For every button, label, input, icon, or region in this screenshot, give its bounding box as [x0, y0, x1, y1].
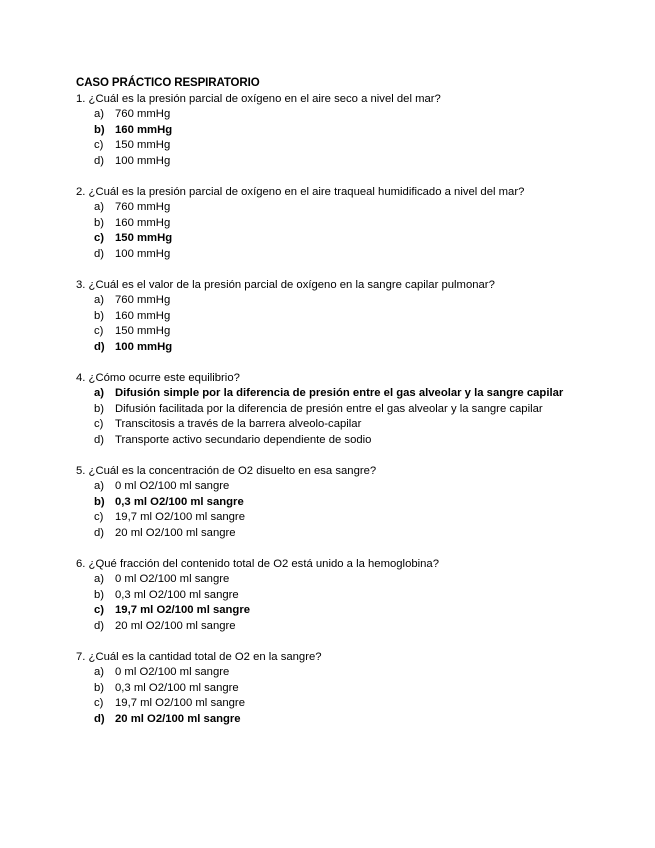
- option-letter: a): [94, 573, 105, 585]
- option: [76, 247, 576, 263]
- option: [76, 588, 576, 604]
- option-letter: a): [94, 387, 105, 399]
- option-text: 0,3 ml O2/100 ml sangre: [115, 495, 244, 508]
- question-text: 4. ¿Cómo ocurre este equilibrio?: [76, 371, 240, 384]
- option: [76, 154, 576, 170]
- option-letter: d): [94, 526, 105, 539]
- correct-option: [76, 340, 576, 356]
- option-letter: b): [94, 309, 105, 322]
- option: [76, 107, 576, 123]
- question-3: [76, 278, 576, 356]
- option: [76, 293, 576, 309]
- document-page: [76, 76, 576, 743]
- option-letter: b): [94, 495, 105, 508]
- question-7: [76, 650, 576, 728]
- option-letter: c): [94, 139, 104, 151]
- option-letter: a): [94, 294, 105, 306]
- question-5: [76, 464, 576, 542]
- option-letter: d): [94, 433, 105, 446]
- option-list: [76, 572, 576, 634]
- option-list: [76, 665, 576, 727]
- option: [76, 479, 576, 495]
- option-text: 160 mmHg: [115, 216, 171, 229]
- option-letter: a): [94, 201, 105, 213]
- option-list: [76, 386, 576, 448]
- option: [76, 572, 576, 588]
- option-letter: c): [94, 325, 104, 337]
- question-6: [76, 557, 576, 635]
- option-text: 0 ml O2/100 ml sangre: [115, 480, 230, 492]
- option-list: [76, 293, 576, 355]
- correct-option: [76, 603, 576, 619]
- option-text: 760 mmHg: [115, 108, 171, 120]
- option-list: [76, 107, 576, 169]
- option: [76, 216, 576, 232]
- option-letter: b): [94, 681, 105, 694]
- option-letter: b): [94, 402, 105, 415]
- option-letter: d): [94, 247, 105, 260]
- option: [76, 324, 576, 340]
- option-letter: b): [94, 123, 105, 136]
- option: [76, 619, 576, 635]
- option-text: Difusión simple por la diferencia de presión entre el gas alveolar y la sangre capilar: [115, 387, 564, 399]
- option-letter: d): [94, 340, 105, 353]
- option-letter: a): [94, 666, 105, 678]
- option-letter: b): [94, 588, 105, 601]
- option: [76, 433, 576, 449]
- question-text: 5. ¿Cuál es la concentración de O2 disuelto en esa sangre?: [76, 464, 377, 477]
- option: [76, 402, 576, 418]
- option-text: 0,3 ml O2/100 ml sangre: [115, 588, 239, 601]
- option-text: Transcitosis a través de la barrera alveolo-capilar: [115, 418, 362, 430]
- option-letter: c): [94, 604, 105, 616]
- option-list: [76, 479, 576, 541]
- option-letter: b): [94, 216, 105, 229]
- option: [76, 309, 576, 325]
- question-4: [76, 371, 576, 449]
- option-text: 0 ml O2/100 ml sangre: [115, 666, 230, 678]
- option-text: Transporte activo secundario dependiente de sodio: [115, 433, 372, 446]
- option-letter: c): [94, 511, 104, 523]
- option-text: Difusión facilitada por la diferencia de presión entre el gas alveolar y la sangre capilar: [115, 402, 543, 415]
- document-title: CASO PRÁCTICO RESPIRATORIO: [76, 77, 260, 89]
- question-2: [76, 185, 576, 263]
- option-text: 160 mmHg: [115, 309, 171, 322]
- option-text: 100 mmHg: [115, 154, 171, 167]
- option: [76, 696, 576, 712]
- option: [76, 510, 576, 526]
- option: [76, 526, 576, 542]
- option-text: 100 mmHg: [115, 340, 173, 353]
- option-letter: c): [94, 418, 104, 430]
- correct-option: [76, 123, 576, 139]
- option-text: 19,7 ml O2/100 ml sangre: [115, 604, 251, 616]
- option: [76, 417, 576, 433]
- option-text: 760 mmHg: [115, 201, 171, 213]
- option: [76, 681, 576, 697]
- option-text: 760 mmHg: [115, 294, 171, 306]
- option-letter: d): [94, 619, 105, 632]
- option-list: [76, 200, 576, 262]
- question-text: 1. ¿Cuál es la presión parcial de oxígeno en el aire seco a nivel del mar?: [76, 92, 441, 105]
- option-text: 20 ml O2/100 ml sangre: [115, 619, 236, 632]
- option-text: 20 ml O2/100 ml sangre: [115, 526, 236, 539]
- option-letter: c): [94, 232, 105, 244]
- option-text: 150 mmHg: [115, 325, 171, 337]
- option-text: 160 mmHg: [115, 123, 173, 136]
- option: [76, 665, 576, 681]
- option-text: 19,7 ml O2/100 ml sangre: [115, 697, 245, 709]
- option-letter: d): [94, 154, 105, 167]
- question-text: 7. ¿Cuál es la cantidad total de O2 en la sangre?: [76, 650, 322, 663]
- option: [76, 138, 576, 154]
- option: [76, 200, 576, 216]
- option-letter: a): [94, 480, 105, 492]
- option-letter: a): [94, 108, 105, 120]
- option-text: 19,7 ml O2/100 ml sangre: [115, 511, 245, 523]
- question-1: [76, 92, 576, 170]
- question-text: 6. ¿Qué fracción del contenido total de O2 está unido a la hemoglobina?: [76, 557, 439, 570]
- option-text: 150 mmHg: [115, 232, 173, 244]
- question-list: [76, 92, 576, 728]
- option-text: 0,3 ml O2/100 ml sangre: [115, 681, 239, 694]
- correct-option: [76, 495, 576, 511]
- correct-option: [76, 386, 576, 402]
- correct-option: [76, 712, 576, 728]
- option-text: 150 mmHg: [115, 139, 171, 151]
- option-letter: c): [94, 697, 104, 709]
- option-text: 20 ml O2/100 ml sangre: [115, 712, 241, 725]
- correct-option: [76, 231, 576, 247]
- question-text: 2. ¿Cuál es la presión parcial de oxígeno en el aire traqueal humidificado a nivel del mar?: [76, 185, 525, 198]
- option-letter: d): [94, 712, 105, 725]
- option-text: 0 ml O2/100 ml sangre: [115, 573, 230, 585]
- option-text: 100 mmHg: [115, 247, 171, 260]
- question-text: 3. ¿Cuál es el valor de la presión parcial de oxígeno en la sangre capilar pulmonar?: [76, 278, 495, 291]
